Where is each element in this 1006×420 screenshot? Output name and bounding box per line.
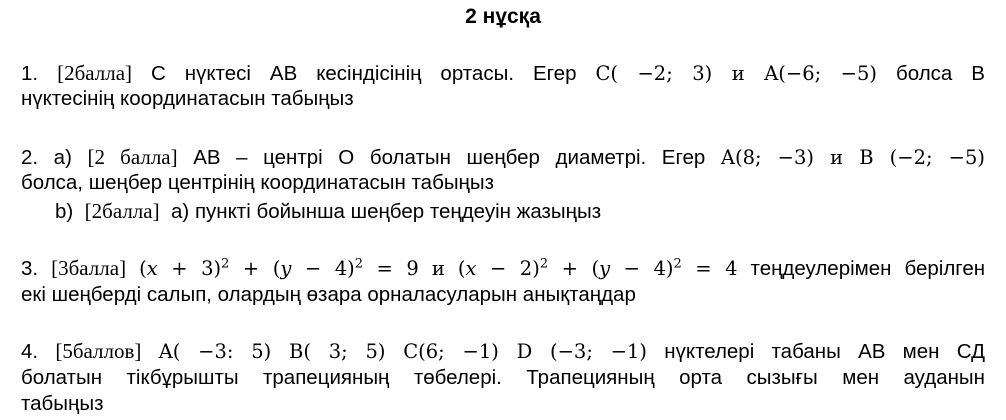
task-2-line-2: болса, шеңбер центрінің координатасын табыңыз <box>21 171 495 194</box>
task-3-number: 3. <box>21 257 39 280</box>
task-3-text-after: теңдеулерімен берілген <box>750 257 986 280</box>
task-4-math: A( −3: 5) B( 3; 5) C(6; −1) D (−3; −1) <box>158 340 648 363</box>
task-3-equation-1: $(x + 3)^2 + (y - 4)^2 = 9$ <box>139 256 419 280</box>
task-3-equation-2: $(x - 2)^2 + (y - 4)^2 = 4$ <box>457 256 738 280</box>
variant-title: 2 нұсқа <box>465 5 541 28</box>
task-1-line-2: нүктесінің координатасын табыңыз <box>21 87 354 110</box>
task-4-points: [5баллов] <box>55 339 142 363</box>
task-1-line-1 <box>21 60 985 87</box>
task-1-text: С нүктесі АВ кесіндісінің ортасы. Егер <box>151 62 577 85</box>
task-1-number: 1. <box>21 62 39 85</box>
task-1-math: C( −2; 3) и A(−6; −5) <box>595 62 878 85</box>
task-3-points: [3балла] <box>51 256 127 280</box>
task-2-math: A(8; −3) и B (−2; −5) <box>720 146 985 169</box>
task-4-line-2: болатын тікбұрышты трапецияның төбелері. Трапецияның орта сызығы мен ауданын <box>21 366 985 389</box>
task-4-number: 4. <box>21 340 39 363</box>
task-2-text: АВ – центрі О болатын шеңбер диаметрі. Егер <box>193 146 706 169</box>
task-2-line-1 <box>21 144 985 171</box>
task-3-line-2: екі шеңберді салып, олардың өзара орналасуларын анықтаңдар <box>21 283 636 306</box>
task-2b-points: [2балла] <box>84 199 160 223</box>
task-4-line-1 <box>21 338 985 365</box>
task-2-number: 2. а) <box>21 146 72 169</box>
task-1-text-after: болса В <box>896 62 985 85</box>
task-2-subtask-b <box>55 198 601 225</box>
task-4-line-3: табыңыз <box>21 392 104 415</box>
task-3-line-1 <box>21 255 985 282</box>
task-4-text-after: нүктелері табаны АВ мен СД <box>664 340 985 363</box>
task-1-points: [2балла] <box>57 61 133 85</box>
task-3-conjunction: и <box>431 257 445 280</box>
task-2b-text: а) пункті бойынша шеңбер теңдеуін жазыңыз <box>171 200 602 223</box>
task-2b-label: b) <box>55 200 74 223</box>
task-2-points: [2 балла] <box>87 145 178 169</box>
